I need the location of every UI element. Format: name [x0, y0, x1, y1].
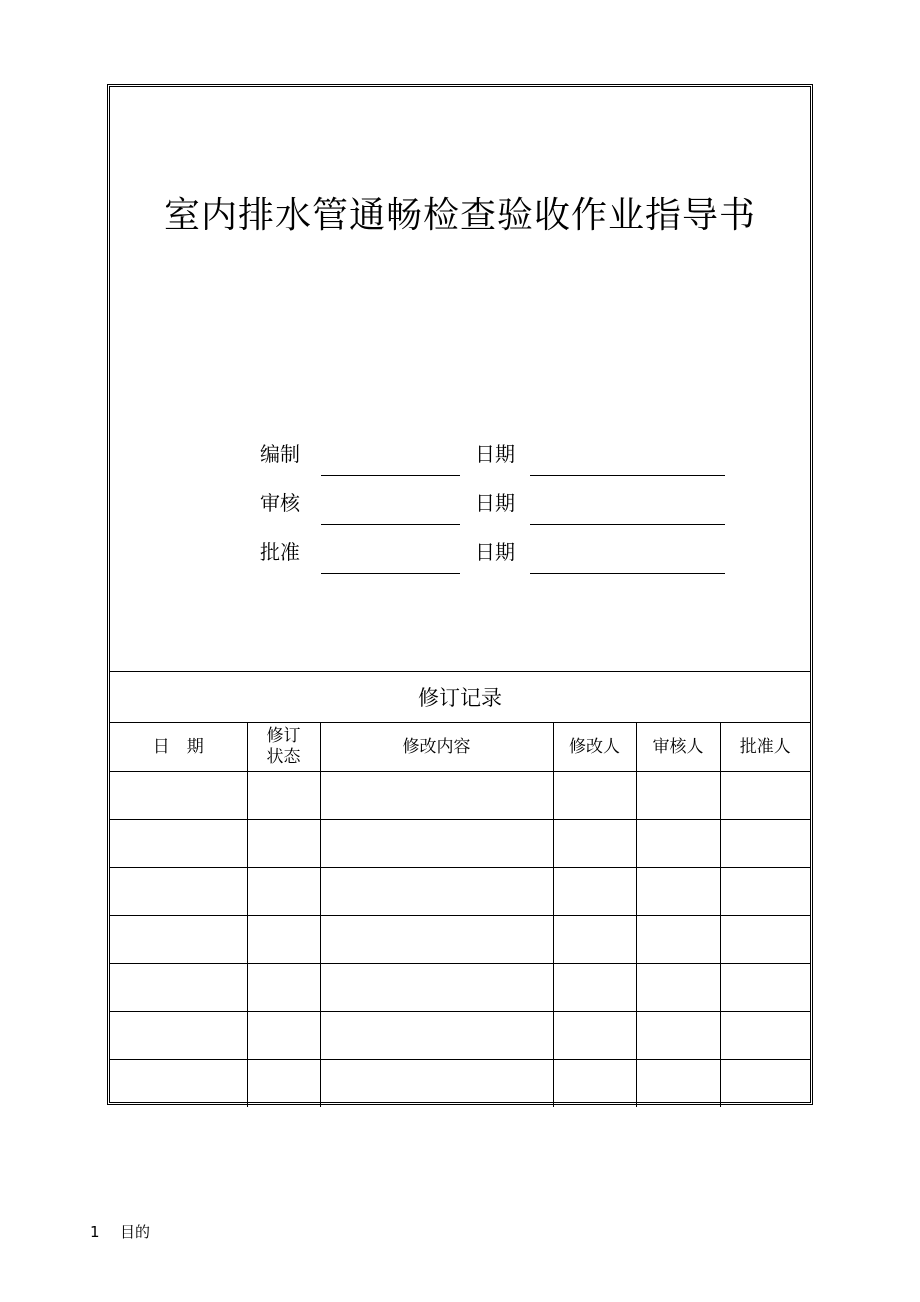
table-cell	[636, 868, 720, 916]
table-row	[110, 772, 810, 820]
table-cell	[320, 1012, 553, 1060]
table-cell	[247, 820, 320, 868]
table-cell	[320, 868, 553, 916]
table-cell	[553, 1060, 636, 1108]
header-approver: 批准人	[720, 723, 810, 772]
table-cell	[247, 1060, 320, 1108]
revision-header-row	[110, 723, 810, 772]
table-cell	[247, 964, 320, 1012]
table-cell	[636, 820, 720, 868]
table-row	[110, 820, 810, 868]
document-frame	[107, 84, 813, 1105]
header-modifier: 修改人	[553, 723, 636, 772]
signoff-date-line	[530, 524, 725, 525]
table-cell	[720, 1060, 810, 1108]
table-row	[110, 868, 810, 916]
table-cell	[110, 868, 247, 916]
signoff-date-label: 日期	[475, 491, 515, 515]
table-cell	[110, 916, 247, 964]
signoff-date-label: 日期	[475, 442, 515, 466]
table-cell	[320, 820, 553, 868]
table-cell	[320, 964, 553, 1012]
table-cell	[553, 964, 636, 1012]
revision-table	[110, 672, 810, 1107]
header-status-line1: 修订	[266, 726, 301, 746]
signoff-signature-line	[321, 524, 460, 525]
table-cell	[110, 772, 247, 820]
table-cell	[720, 964, 810, 1012]
header-status	[247, 723, 320, 772]
table-cell	[553, 772, 636, 820]
table-cell	[720, 820, 810, 868]
signoff-date-line	[530, 573, 725, 574]
table-cell	[320, 916, 553, 964]
header-content: 修改内容	[320, 723, 553, 772]
section-heading	[90, 1221, 150, 1242]
table-cell	[636, 1012, 720, 1060]
table-cell	[720, 916, 810, 964]
table-row	[110, 964, 810, 1012]
section-title: 目的	[120, 1223, 151, 1241]
table-cell	[636, 916, 720, 964]
signoff-signature-line	[321, 573, 460, 574]
table-cell	[110, 820, 247, 868]
table-row	[110, 1060, 810, 1108]
table-cell	[636, 772, 720, 820]
signoff-label: 批准	[260, 540, 300, 564]
table-cell	[720, 772, 810, 820]
header-date: 日 期	[110, 723, 247, 772]
header-status-line2: 状态	[266, 747, 301, 767]
table-cell	[247, 868, 320, 916]
table-cell	[110, 964, 247, 1012]
table-cell	[553, 1012, 636, 1060]
table-row	[110, 1012, 810, 1060]
cover-section	[110, 87, 810, 672]
table-cell	[320, 772, 553, 820]
signoff-date-line	[530, 475, 725, 476]
table-cell	[636, 1060, 720, 1108]
signoff-date-label: 日期	[475, 540, 515, 564]
table-cell	[110, 1060, 247, 1108]
table-cell	[553, 868, 636, 916]
signoff-signature-line	[321, 475, 460, 476]
table-cell	[247, 1012, 320, 1060]
table-cell	[553, 820, 636, 868]
revision-table-caption: 修订记录	[110, 672, 810, 723]
signoff-label: 审核	[260, 491, 300, 515]
document-title: 室内排水管通畅检查验收作业指导书	[163, 195, 756, 236]
table-cell	[553, 916, 636, 964]
signoff-row-compiled	[110, 438, 810, 488]
section-number: 1	[90, 1223, 100, 1241]
signoff-row-approved	[110, 536, 810, 586]
table-cell	[636, 964, 720, 1012]
table-cell	[110, 1012, 247, 1060]
table-cell	[247, 916, 320, 964]
table-cell	[720, 868, 810, 916]
signoff-label: 编制	[260, 442, 300, 466]
table-cell	[247, 772, 320, 820]
header-reviewer: 审核人	[636, 723, 720, 772]
table-cell	[720, 1012, 810, 1060]
table-cell	[320, 1060, 553, 1108]
signoff-row-reviewed	[110, 487, 810, 537]
table-row	[110, 916, 810, 964]
